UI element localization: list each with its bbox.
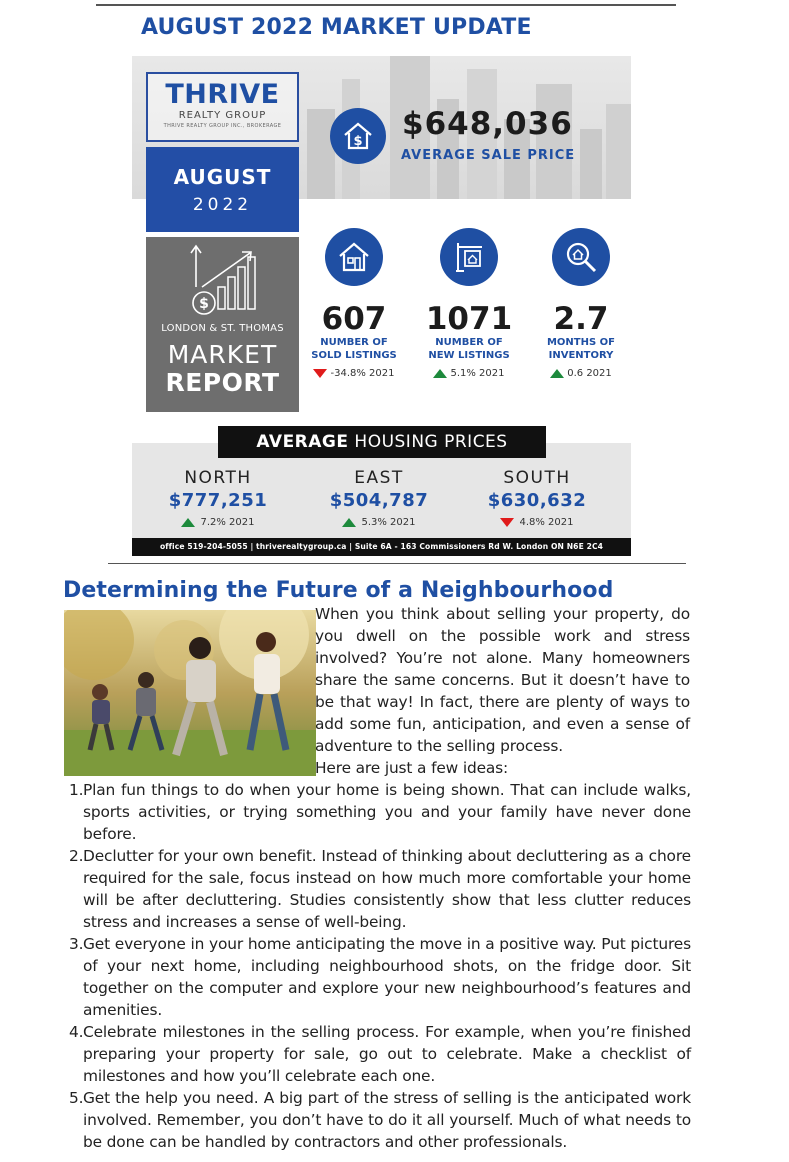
stat-label-line1: NUMBER OF	[435, 337, 503, 348]
list-item	[64, 1087, 691, 1153]
stat-label-line2: INVENTORY	[548, 350, 614, 361]
stat-new-listings	[414, 228, 524, 379]
region-change	[304, 517, 454, 528]
average-sale-price-value: $648,036	[402, 106, 573, 142]
up-arrow-icon	[433, 369, 447, 378]
logo-brokerage: THRIVE REALTY GROUP INC., BROKERAGE	[163, 123, 282, 129]
stat-label-line1: MONTHS OF	[546, 337, 616, 348]
up-arrow-icon	[342, 518, 356, 527]
logo-subtitle: REALTY GROUP	[178, 110, 267, 121]
region-price: $777,251	[168, 490, 268, 511]
list-item	[64, 1021, 691, 1087]
stat-change	[299, 368, 409, 379]
svg-text:$: $	[199, 296, 209, 312]
stat-months-inventory	[526, 228, 631, 379]
list-item	[64, 933, 691, 1021]
region-south	[462, 467, 612, 528]
list-item-number: 3.	[69, 935, 84, 953]
region-price: $504,787	[329, 490, 429, 511]
stat-change-text: -34.8% 2021	[330, 368, 395, 379]
list-item	[64, 779, 691, 845]
growth-chart-dollar-icon	[188, 243, 260, 323]
section-divider	[108, 563, 686, 564]
list-item-text: Celebrate milestones in the selling process. For example, when you’re finished preparing your property for sale, go out to celebrate. Make a checklist of milestones and how you’ll celebrate each one.	[83, 1023, 691, 1085]
region-change-text: 5.3% 2021	[361, 517, 416, 528]
list-item-number: 1.	[69, 781, 84, 799]
stat-sold-listings	[299, 228, 409, 379]
down-arrow-icon	[500, 518, 514, 527]
market-report-panel	[146, 237, 299, 412]
stat-value: 2.7	[553, 301, 609, 337]
article-title: Determining the Future of a Neighbourhood	[63, 578, 614, 603]
stat-value: 607	[321, 301, 387, 337]
region-change	[143, 517, 293, 528]
list-item-number: 4.	[69, 1023, 84, 1041]
up-arrow-icon	[550, 369, 564, 378]
svg-text:$: $	[353, 134, 363, 149]
market-report-infographic	[132, 56, 631, 556]
report-report: REPORT	[165, 368, 280, 397]
list-item-text: Plan fun things to do when your home is being shown. That can include walks, sports activities, or trying something you and your family have never done before.	[83, 781, 691, 843]
down-arrow-icon	[313, 369, 327, 378]
average-sale-price-label: AVERAGE SALE PRICE	[401, 148, 576, 163]
region-name: EAST	[354, 468, 404, 488]
month-year: 2022	[192, 195, 253, 215]
region-name: NORTH	[184, 468, 252, 488]
house-icon	[325, 228, 383, 286]
region-name: SOUTH	[503, 468, 571, 488]
list-item-text: Declutter for your own benefit. Instead of thinking about decluttering as a chore required for the sale, focus instead on how much more comfortable your home will be after decluttering. Studies consistently show that less clutter reduces stress and increases a sense of well-being.	[83, 847, 691, 931]
article-intro: When you think about selling your property, do you dwell on the possible work and stress involved? You’re not alone. Many homeowners share the same concerns. But it doesn’t have to be that way! In fact, there are plenty of ways to add some fun, anticipation, and even a sense of adventure to the selling process.	[315, 605, 690, 755]
stat-change	[526, 368, 631, 379]
list-item-text: Get the help you need. A big part of the stress of selling is the anticipated work involved. Remember, you don’t have to do it all yourself. Much of what needs to be done can be handled by contractors and other professionals.	[83, 1089, 691, 1151]
thrive-logo	[146, 72, 299, 142]
banner-bold-word: AVERAGE	[256, 432, 349, 452]
up-arrow-icon	[181, 518, 195, 527]
ideas-list	[64, 779, 691, 1153]
region-change-text: 7.2% 2021	[200, 517, 255, 528]
list-item-text: Get everyone in your home anticipating the move in a positive way. Put pictures of your next home, including neighbourhood shots, on the fridge door. Sit together on the computer and explore your new neighbourhood’s features and amenities.	[83, 935, 691, 1019]
for-sale-sign-icon	[440, 228, 498, 286]
month-badge	[146, 147, 299, 232]
average-housing-prices-banner	[218, 426, 546, 458]
list-item-number: 2.	[69, 847, 84, 865]
banner-rest: HOUSING PRICES	[354, 432, 508, 452]
stat-change-text: 5.1% 2021	[450, 368, 505, 379]
family-playing-photo	[64, 610, 316, 776]
stat-change-text: 0.6 2021	[567, 368, 612, 379]
stat-label-line2: SOLD LISTINGS	[311, 350, 397, 361]
stat-label-line2: NEW LISTINGS	[428, 350, 510, 361]
house-search-icon	[552, 228, 610, 286]
report-region: LONDON & ST. THOMAS	[161, 323, 284, 334]
region-change-text: 4.8% 2021	[519, 517, 574, 528]
logo-wordmark: THRIVE	[165, 79, 280, 110]
article-intro-last-line: Here are just a few ideas:	[315, 759, 509, 777]
top-divider	[96, 4, 676, 6]
list-item-number: 5.	[69, 1089, 84, 1107]
region-price: $630,632	[487, 490, 587, 511]
page-title: AUGUST 2022 MARKET UPDATE	[141, 15, 532, 40]
month-name: AUGUST	[173, 165, 272, 189]
list-item	[64, 845, 691, 933]
region-north	[143, 467, 293, 528]
stat-value: 1071	[425, 301, 513, 337]
house-dollar-icon	[330, 108, 386, 164]
region-change	[462, 517, 612, 528]
contact-footer-bar: office 519-204-5055 | thriverealtygroup.ca | Suite 6A - 163 Commissioners Rd W. London ON N6E 2C4	[132, 538, 631, 556]
stat-label-line1: NUMBER OF	[320, 337, 388, 348]
stat-change	[414, 368, 524, 379]
report-market: MARKET	[167, 340, 278, 369]
region-east	[304, 467, 454, 528]
